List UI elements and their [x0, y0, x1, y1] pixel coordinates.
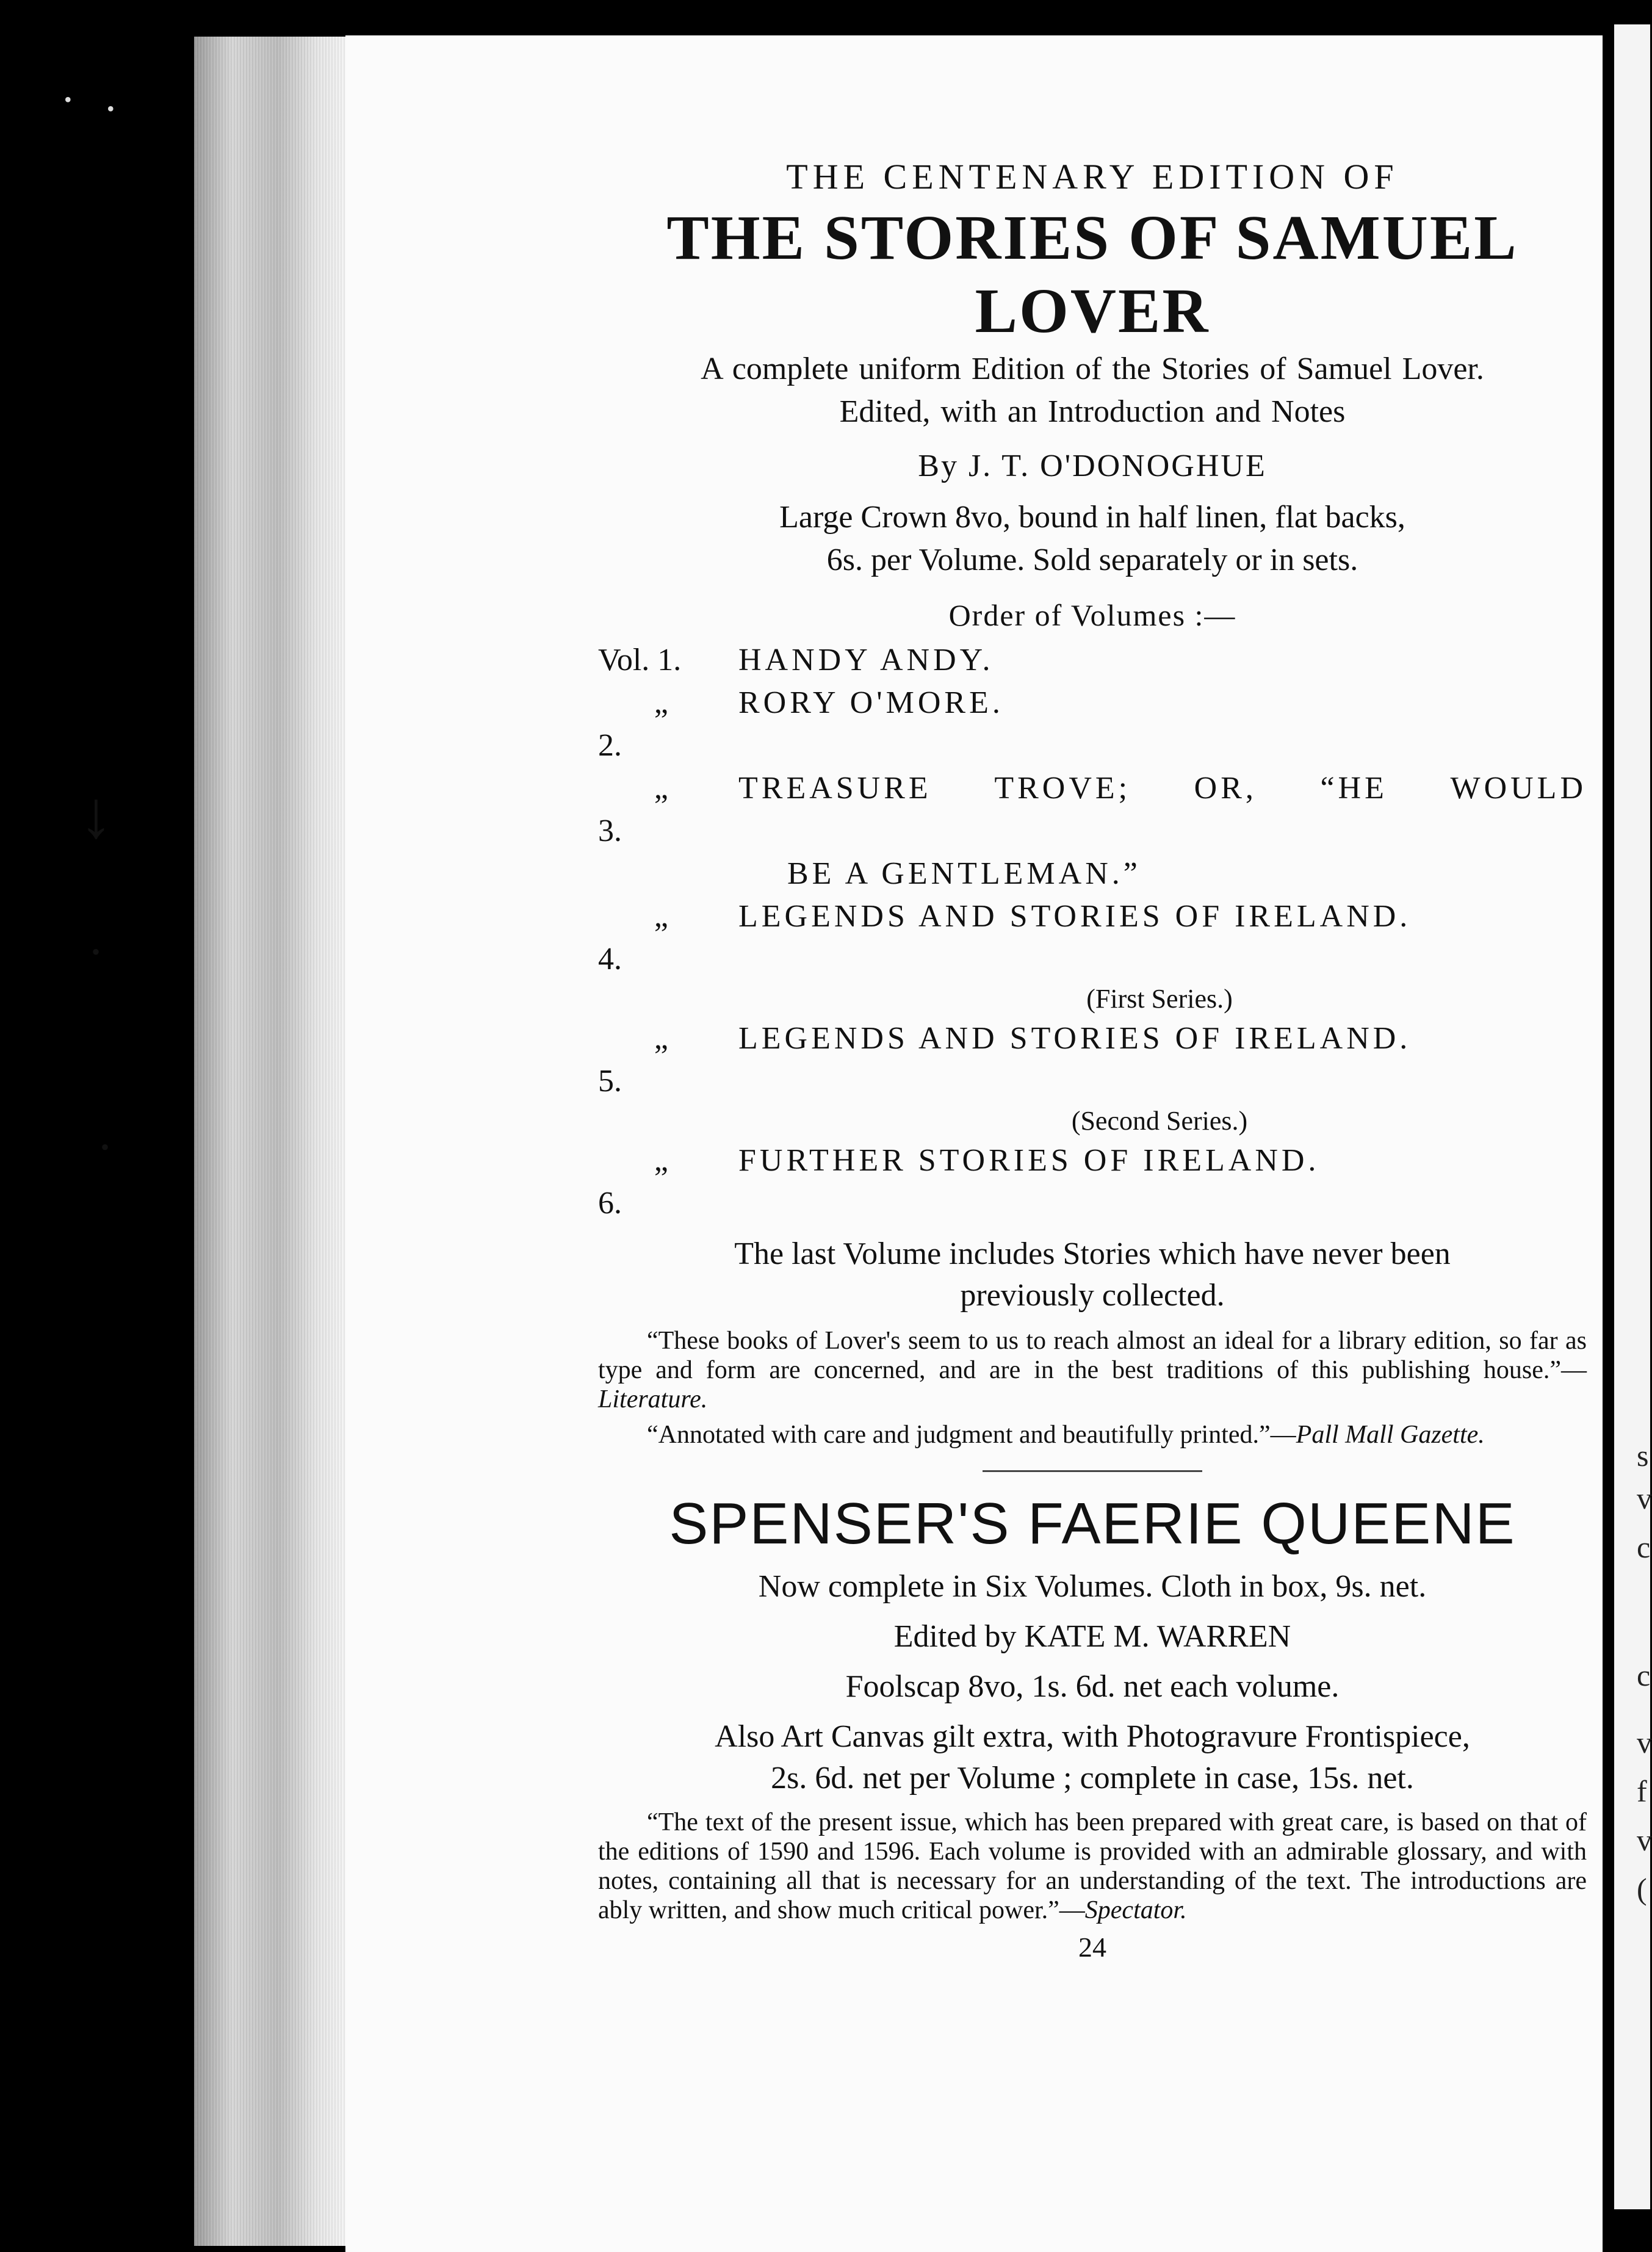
edition-pre-title: THE CENTENARY EDITION OF	[786, 157, 1399, 197]
adjacent-page-letter: s	[1637, 1438, 1649, 1473]
volume-item	[598, 682, 1587, 767]
description-line2: Edited, with an Introduction and Notes	[839, 394, 1346, 429]
volume-title-continued: BE A GENTLEMAN.”	[787, 856, 1141, 891]
margin-dot-mark: •	[92, 938, 101, 965]
spenser-line3: Foolscap 8vo, 1s. 6d. net each volume.	[845, 1669, 1340, 1704]
adjacent-page-letter: (	[1637, 1872, 1647, 1906]
review-text: “These books of Lover's seem to us to reach almost an ideal for a library edition, so far as type and form are concerned, and are in the best traditions of this publishing house.”—	[598, 1327, 1587, 1384]
volume-prefix: „	[654, 1021, 668, 1056]
volume-item	[598, 895, 1587, 981]
volume-subtitle: (Second Series.)	[1071, 1106, 1248, 1136]
volume-list	[598, 639, 1587, 1225]
volume-item	[598, 639, 1587, 682]
editor-byline: By J. T. O'DONOGHUE	[918, 449, 1267, 483]
volume-title: HANDY ANDY.	[738, 643, 994, 677]
book-page-edge	[194, 37, 347, 2246]
page-content	[598, 153, 1587, 1963]
volume-item	[598, 767, 1587, 853]
order-heading: Order of Volumes :—	[948, 598, 1236, 632]
last-volume-note-line1: The last Volume includes Stories which have never been	[734, 1236, 1451, 1271]
review-quote	[598, 1326, 1587, 1414]
review-source: Spectator.	[1084, 1896, 1187, 1924]
book-title-line2: LOVER	[975, 276, 1210, 346]
last-volume-note-line2: previously collected.	[960, 1278, 1225, 1313]
book-title-line1: THE STORIES OF SAMUEL	[666, 203, 1518, 273]
volume-prefix: „	[654, 899, 668, 934]
volume-title: LEGENDS AND STORIES OF IRELAND.	[738, 899, 1412, 934]
spenser-title: SPENSER'S FAERIE QUEENE	[669, 1491, 1516, 1556]
format-line2: 6s. per Volume. Sold separately or in sets.	[826, 543, 1358, 577]
spenser-line4: Also Art Canvas gilt extra, with Photogravure Frontispiece,	[715, 1719, 1470, 1754]
volume-prefix: „	[654, 1143, 668, 1178]
volume-number: 1.	[657, 643, 682, 677]
adjacent-page-letter: v	[1637, 1481, 1652, 1515]
margin-dot-mark: •	[101, 1133, 110, 1161]
volume-item	[598, 1017, 1587, 1103]
volume-title: TREASURE TROVE; OR, “HE WOULD	[738, 771, 1587, 806]
format-line1: Large Crown 8vo, bound in half linen, flat backs,	[779, 500, 1405, 535]
volume-item-continued	[598, 853, 1587, 895]
volume-prefix: Vol.	[598, 643, 650, 677]
description-line1: A complete uniform Edition of the Stories of Samuel Lover.	[701, 352, 1484, 386]
spenser-review	[598, 1808, 1587, 1925]
volume-item	[598, 1139, 1587, 1225]
margin-dot-mark: •	[64, 87, 72, 112]
volume-number: 2.	[598, 728, 622, 763]
adjacent-page-letter: v	[1637, 1725, 1652, 1759]
volume-title: FURTHER STORIES OF IRELAND.	[738, 1143, 1320, 1178]
adjacent-page-letter: c	[1637, 1530, 1651, 1564]
adjacent-page-letter: f	[1637, 1774, 1647, 1808]
review-text: “The text of the present issue, which has been prepared with great care, is based on that of the editions of 1590 and 1596. Each volume is provided with an admirable glossary, and with notes, containing all that is necessary for an understanding of the text. The introductions are ably written, and show much critical power.”—	[598, 1808, 1587, 1924]
review-text: “Annotated with care and judgment and beautifully printed.”—	[647, 1421, 1296, 1449]
volume-prefix: „	[654, 771, 668, 806]
spenser-line1: Now complete in Six Volumes. Cloth in box, 9s. net.	[758, 1569, 1427, 1604]
margin-scribble-mark: ↓	[79, 778, 113, 852]
last-volume-note	[598, 1233, 1587, 1316]
volume-subtitle: (First Series.)	[1086, 984, 1233, 1014]
adjacent-page-letter: c	[1637, 1658, 1651, 1692]
volume-number: 3.	[598, 814, 622, 848]
review-source: Literature.	[598, 1385, 708, 1413]
volume-number: 5.	[598, 1064, 622, 1099]
spenser-line5: 2s. 6d. net per Volume ; complete in case, 15s. net.	[771, 1761, 1414, 1795]
volume-prefix: „	[654, 685, 668, 720]
volume-title: LEGENDS AND STORIES OF IRELAND.	[738, 1021, 1412, 1056]
page-number: 24	[1078, 1932, 1106, 1963]
volume-number: 4.	[598, 942, 622, 976]
adjacent-page-letter: v	[1637, 1823, 1652, 1857]
review-quote	[598, 1420, 1587, 1449]
volume-number: 6.	[598, 1186, 622, 1221]
section-divider	[983, 1470, 1202, 1472]
volume-title: RORY O'MORE.	[738, 685, 1004, 720]
margin-dot-mark: •	[107, 96, 115, 121]
review-source: Pall Mall Gazette.	[1296, 1421, 1485, 1449]
spenser-editor: Edited by KATE M. WARREN	[893, 1619, 1291, 1654]
